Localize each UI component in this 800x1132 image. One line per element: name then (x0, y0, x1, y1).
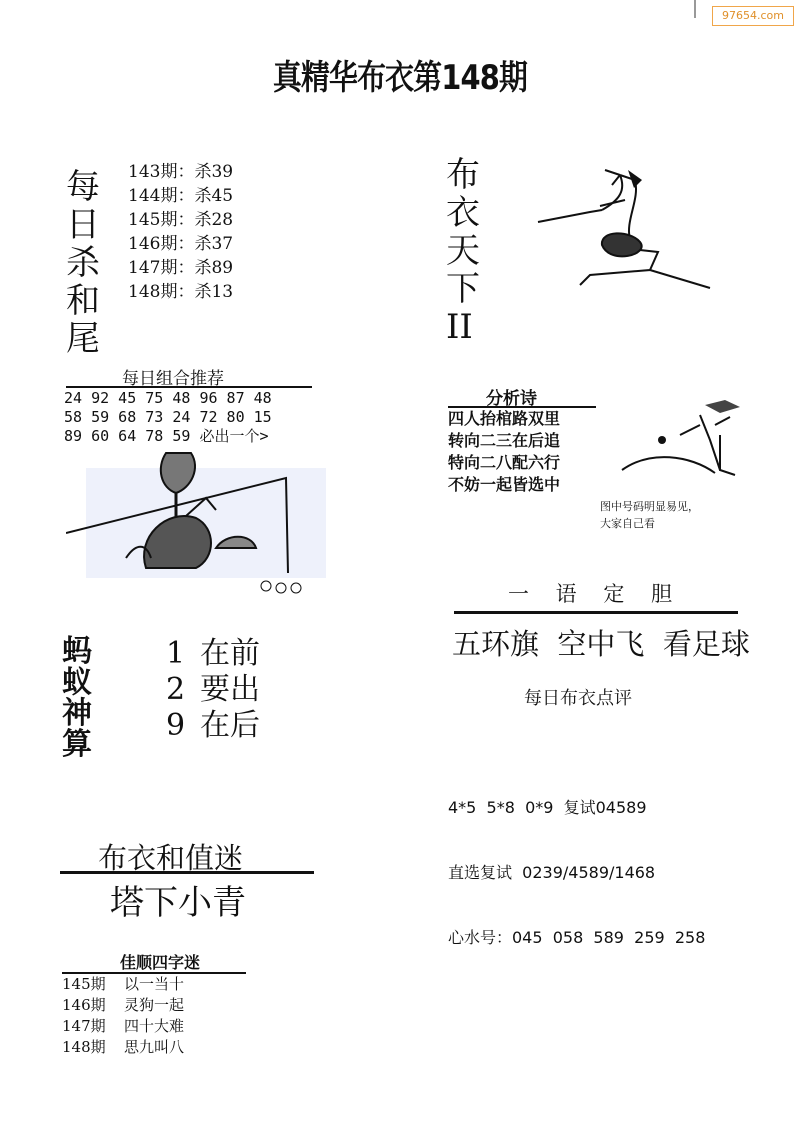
four-char-heading: 佳顺四字迷 (120, 953, 201, 972)
riddle-answer: 塔下小青 (110, 883, 246, 923)
ant-num: 9 (166, 708, 186, 743)
riddle-text: 四十大难 (124, 1017, 185, 1035)
ant-text: 要出 (200, 672, 260, 707)
heading-char: 每 (66, 167, 100, 207)
poem-line: 特向二八配六行 (448, 453, 561, 472)
list-item: 145期：杀28 (128, 210, 234, 230)
one-phrase-heading: 一 语 定 胆 (508, 582, 683, 606)
ant-num: 2 (166, 672, 186, 707)
riddle-text: 灵狗一起 (124, 996, 185, 1014)
ant-text: 在后 (200, 708, 260, 743)
ant-calc-rows (166, 636, 260, 744)
caption-line: 大家自己看 (600, 517, 655, 530)
combo-row: 58 59 68 73 24 72 80 15 (64, 408, 272, 426)
site-watermark: 97654.com (712, 6, 794, 26)
analysis-poem (448, 408, 560, 496)
brand-char: II (446, 307, 473, 347)
heading-char: 日 (66, 205, 100, 245)
heading-char: 神 (62, 696, 92, 731)
review-heading: 每日布衣点评 (524, 688, 632, 709)
brand-heading (446, 156, 490, 346)
analysis-heading: 分析诗 (486, 389, 537, 409)
list-item (62, 995, 184, 1016)
ant-num: 1 (166, 636, 186, 671)
riddle-heading: 布衣和值迷 (98, 841, 244, 875)
heading-char: 蚂 (62, 634, 92, 669)
riddle-text: 思九叫八 (124, 1038, 185, 1056)
rooster-illustration (66, 448, 326, 598)
brand-char: 布 (446, 155, 480, 195)
issue-label: 147期 (62, 1017, 106, 1035)
list-item (62, 1037, 184, 1058)
issue-label: 145期 (62, 975, 106, 993)
poem-line: 四人抬棺路双里 (448, 409, 561, 428)
heading-char: 和 (66, 281, 100, 321)
corner-mark (694, 0, 696, 18)
bird-sketch-illustration (530, 160, 730, 295)
ant-row (166, 672, 260, 708)
list-item: 146期：杀37 (128, 234, 234, 254)
list-item: 144期：杀45 (128, 186, 234, 206)
one-phrase-divider (454, 611, 738, 614)
list-item (62, 1016, 184, 1037)
page-title: 真精华布衣第148期 (272, 58, 528, 98)
poem-line: 转向二三在后追 (448, 431, 561, 450)
combo-numbers (64, 389, 272, 446)
heading-char: 尾 (66, 319, 100, 359)
list-item: 148期：杀13 (128, 282, 234, 302)
riddle-text: 以一当十 (124, 975, 185, 993)
analysis-caption (600, 498, 699, 532)
ant-calc-heading (62, 636, 102, 760)
combo-heading: 每日组合推荐 (122, 369, 224, 389)
poem-line: 不妨一起皆选中 (448, 475, 561, 494)
brand-char: 衣 (446, 193, 480, 233)
bird-branch-illustration (620, 395, 750, 485)
combo-divider (66, 386, 312, 388)
ant-row (166, 636, 260, 672)
ant-text: 在前 (200, 636, 260, 671)
daily-kill-list (128, 160, 233, 304)
combo-row: 89 60 64 78 59 必出一个> (64, 427, 269, 445)
issue-label: 148期 (62, 1038, 106, 1056)
list-item: 147期：杀89 (128, 258, 234, 278)
issue-label: 146期 (62, 996, 106, 1014)
list-item (62, 974, 184, 995)
ant-row (166, 708, 260, 744)
daily-kill-heading (66, 168, 106, 358)
list-item: 143期：杀39 (128, 162, 234, 182)
brand-char: 天 (446, 231, 480, 271)
review-line: 直选复试 0239/4589/1468 (448, 863, 656, 882)
review-line: 心水号：045 058 589 259 258 (448, 928, 706, 947)
one-phrase-text: 五环旗 空中飞 看足球 (452, 627, 750, 661)
review-line: 4*5 5*8 0*9 复试04589 (448, 798, 647, 817)
heading-char: 杀 (66, 243, 100, 283)
combo-row: 24 92 45 75 48 96 87 48 (64, 389, 272, 407)
heading-char: 蚁 (62, 665, 92, 700)
caption-line: 图中号码明显易见， (600, 500, 699, 513)
four-char-list (62, 974, 184, 1058)
riddle-divider (60, 871, 314, 874)
review-lines (448, 756, 705, 970)
brand-char: 下 (446, 269, 480, 309)
heading-char: 算 (62, 727, 92, 762)
